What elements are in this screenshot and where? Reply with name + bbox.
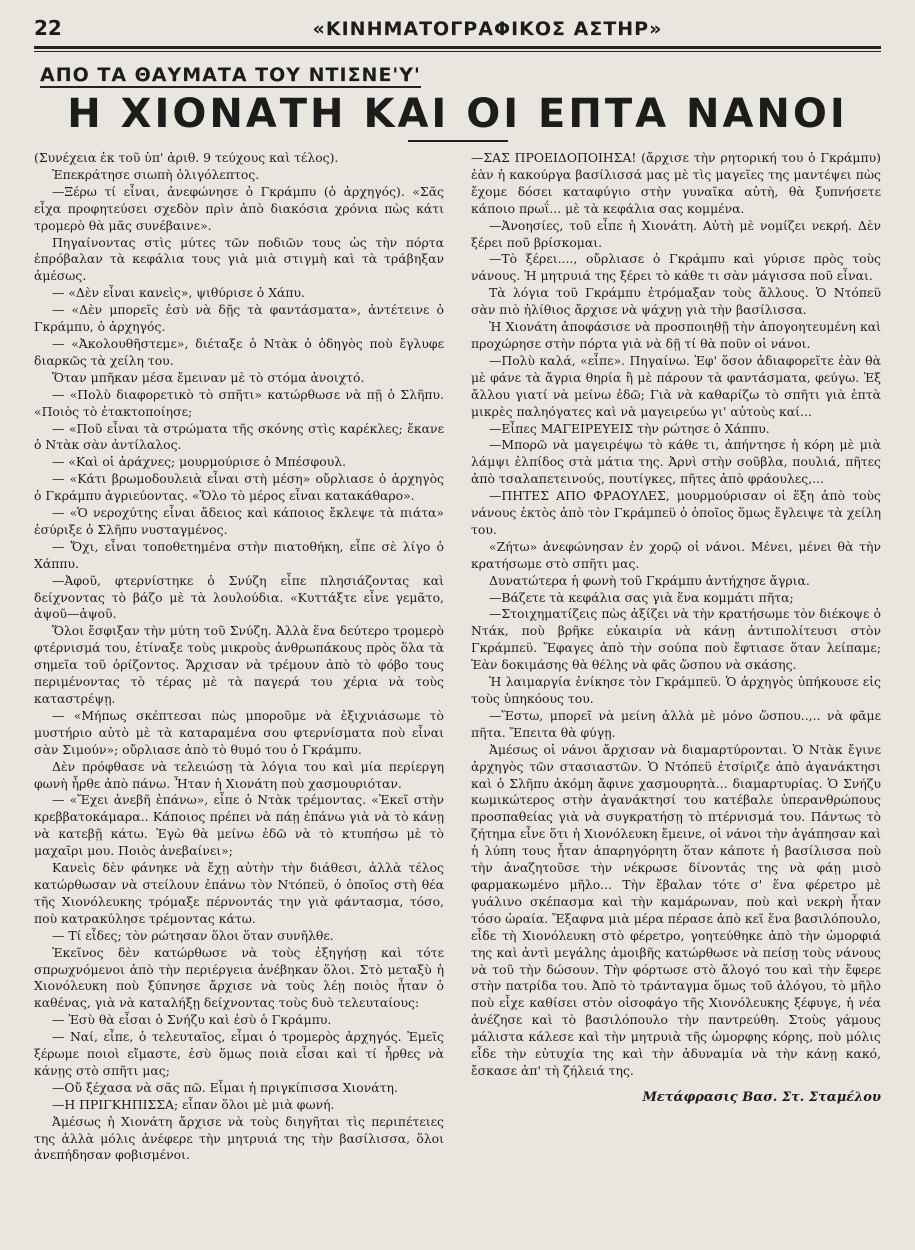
page-number: 22 [34, 16, 62, 40]
paragraph: — «Κάτι βρωμοδουλειὰ εἶναι στὴ μέση» οὔρλιασε ὁ ἀρχηγὸς ὁ Γκράμπυ ἀγριεύοντας. «Ὅλο τὸ μέρος εἶναι κατακάθαρο». [34, 471, 444, 504]
header-rule [34, 46, 881, 49]
paragraph: —Βάζετε τὰ κεφάλια σας γιὰ ἕνα κομμάτι πῆτα; [489, 589, 794, 605]
paragraph: —Ἀνοησίες, τοῦ εἶπε ἡ Χιονάτη. Αὐτὴ μὲ νομίζει νεκρή. Δὲν ξέρει ποῦ βρίσκομαι. [471, 217, 881, 250]
paragraph: (Συνέχεια ἐκ τοῦ ὑπ' ἀριθ. 9 τεύχους καὶ τέλος). [34, 150, 339, 165]
paragraph: — «Ἔχει ἀνεβῆ ἐπάνω», εἶπε ὁ Ντὰκ τρέμοντας. «Ἐκεῖ στὴν κρεββατοκάμαρα.. Κάποιος πρέπει νὰ πάῃ ἐπάνω γιὰ νὰ τὸ κάνῃ νὰ κατεβῇ κάτω. Ἐγὼ θὰ μείνω ἐδῶ νὰ τὸ κτυπήσω μὲ τὸ μαχαῖρι μου. Ποιὸς ἀνεβαίνει»; [34, 792, 444, 859]
header-rule-thin [34, 51, 881, 52]
paragraph: — Ναί, εἶπε, ὁ τελευταῖος, εἶμαι ὁ τρομερὸς ἀρχηγός. Ἐμεῖς ξέρωμε ποιοὶ εἴμαστε, ἐσὺ ὅμως ποιὰ εἶσαι καὶ τί ἦρθες νὰ κάνῃς στὸ σπῆτι μας; [34, 1029, 444, 1078]
paragraph: Πηγαίνοντας στὶς μύτες τῶν ποδιῶν τους ὡς τὴν πόρτα ἐπρόβαλαν τὰ κεφάλια τους γιὰ μιὰ στιγμὴ καὶ τὰ τράβηξαν ἀμέσως. [34, 234, 444, 284]
paragraph: — «Ποῦ εἶναι τὰ στρώματα τῆς σκόνης στὶς καρέκλες; ἔκανε ὁ Ντὰκ σὰν ἀντίλαλος. [34, 420, 444, 453]
left-column [34, 150, 444, 1164]
paragraph: — «Δὲν μπορεῖς ἐσὺ νὰ δῇς τὰ φαντάσματα», ἀντέτεινε ὁ Γκράμπυ, ὁ ἀρχηγός. [34, 302, 444, 335]
paragraph: —ΠΗΤΕΣ ΑΠΟ ΦΡΑΟΥΛΕΣ, μουρμούρισαν οἱ ἕξη ἀπὸ τοὺς νάνους ἐκτὸς ἀπὸ τὸν Γκράμπεϋ ὁ ὁποῖος ὅμως ἔγλειψε τὰ χείλη του. [471, 488, 881, 537]
paragraph: — «Δὲν εἶναι κανεὶς», ψιθύρισε ὁ Χάπυ. [52, 285, 305, 301]
paragraph: Ἀμέσως ἡ Χιονάτη ἄρχισε νὰ τοὺς διηγῆται τὶς περιπέτειες της ἀλλὰ μόλις ἀνέφερε τὴν μητρυιά της τὴν βασίλισσα, ὅλοι ἀνεπήδησαν φοβισμένοι. [34, 1113, 444, 1163]
paragraph: —Μπορῶ νὰ μαγειρέψω τὸ κάθε τι, ἀπήντησε ἡ κόρη μὲ μιὰ λάμψι ἐλπίδος στὰ μάτια της. Ἀρνὶ στὴν σοῦβλα, πουλιά, πῆτες ἀπὸ τσαλαπετεινούς, πουτίγκες, πῆτες ἀπὸ φράουλες,... [471, 437, 881, 487]
series-heading [34, 64, 881, 86]
paragraph: Ἡ λαιμαργία ἐνίκησε τὸν Γκράμπεϋ. Ὁ ἀρχηγὸς ὑπήκουσε εἰς τοὺς ὑπηκόους του. [471, 674, 881, 706]
paragraph: — «Πολὺ διαφορετικὸ τὸ σπῆτι» κατώρθωσε νὰ πῇ ὁ Σλῆπυ. «Ποιὸς τὸ ἐτακτοποίησε; [34, 386, 444, 419]
paragraph: Ἐπεκράτησε σιωπὴ ὀλιγόλεπτος. [52, 166, 260, 182]
article-title: Η ΧΙΟΝΑΤΗ ΚΑΙ ΟΙ ΕΠΤΑ ΝΑΝΟΙ [67, 91, 848, 137]
paragraph: Ὅταν μπῆκαν μέσα ἔμειναν μὲ τὸ στόμα ἀνοιχτό. [52, 369, 365, 385]
paragraph: Ὅλοι ἔσφιξαν τὴν μύτη τοῦ Σνύζη. Ἀλλὰ ἕνα δεύτερο τρομερὸ φτέρνισμά του, ἐτίναξε τοὺς μικροὺς ἀνθρωπάκους πρὸς ὅλα τὰ σημεῖα τοῦ ὁρίζοντος. Ἄρχισαν νὰ τρέμουν ἀπὸ τὸ φόβο τους περιμένοντας τὸ τέρας μὲ τὰ παγερά του χέρια νὰ τοὺς καταστρέψῃ. [34, 623, 444, 706]
paragraph: — Ἐσὺ θὰ εἶσαι ὁ Σνήζυ καὶ ἐσὺ ὁ Γκράμπυ. [52, 1012, 332, 1028]
paragraph: «Ζήτω» ἀνεφώνησαν ἐν χορῷ οἱ νάνοι. Μένει, μένει θὰ τὴν κρατήσωμε στὸ σπῆτι μας. [471, 538, 881, 571]
paragraph: — Τί εἶδες; τὸν ρώτησαν ὅλοι ὅταν συνῆλθε. [52, 927, 334, 943]
series-heading-text: ΑΠΟ ΤΑ ΘΑΥΜΑΤΑ ΤΟΥ ΝΤΙΣΝΕ'Υ' [40, 64, 421, 86]
paragraph: —ΣΑΣ ΠΡΟΕΙΔΟΠΟΙΗΣΑ! (ἄρχισε τὴν ρητορική του ὁ Γκράμπυ) ἐὰν ἡ κακούργα βασίλισσά μας μὲ τὶς μαγεῖες της μαντέψει πὼς ἔχομε δόσει καταφύγιο στὴν γυναῖκα αὐτὴ, θὰ ξυπνήσετε κάποιο πρωΐ... μὲ τὰ κεφάλια σας κομμένα. [471, 150, 881, 216]
paragraph: —Εἶπες ΜΑΓΕΙΡΕΥΕΙΣ τὴν ρώτησε ὁ Χάππυ. [489, 420, 770, 436]
paragraph: —Οὔ ξέχασα νὰ σᾶς πῶ. Εἶμαι ἡ πριγκίπισσα Χιονάτη. [52, 1079, 398, 1095]
paragraph: —Στοιχηματίζεις πὼς ἀξίζει νὰ τὴν κρατήσωμε τὸν διέκοψε ὁ Ντάκ, ποὺ βρῆκε εὐκαιρία νὰ κάνῃ ἀντιπολίτευσι στὸν Γκράμπεϋ. Ἔφαγες ἀπὸ τὴν σούπα ποὺ ἔφτιασε ὅταν λείπαμε; Ἐὰν δοκιμάσης θὰ θέλης νὰ φᾶς ὥσπου νὰ σκάσης. [471, 606, 881, 673]
paragraph: Δὲν πρόφθασε νὰ τελειώσῃ τὰ λόγια του καὶ μία περίεργη φωνὴ ἦρθε ἀπὸ πάνω. Ἦταν ἡ Χιονάτη ποὺ χασμουριόταν. [34, 758, 444, 791]
article-body [34, 150, 881, 1164]
translator-signature: Μετάφρασις Βασ. Στ. Σταμέλου [642, 1089, 881, 1105]
paragraph: — «Καὶ οἱ ἀράχνες; μουρμούρισε ὁ Μπέσφουλ. [52, 454, 347, 470]
paragraph: — Ὄχι, εἶναι τοποθετημένα στὴν πιατοθήκη, εἶπε σὲ λίγο ὁ Χάππυ. [34, 538, 444, 571]
title-rule [408, 140, 508, 142]
paragraph: — «Ἀκολουθῆστεμε», διέταξε ὁ Ντὰκ ὁ ὁδηγὸς ποὺ ἔγλυφε διαρκῶς τὰ χείλη του. [34, 335, 444, 368]
paragraph: —Ἔστω, μπορεῖ νὰ μείνη ἀλλὰ μὲ μόνο ὥσπου..,.. νὰ φᾶμε πῆτα. Ἔπειτα θὰ φύγῃ. [471, 707, 881, 740]
paragraph: —Η ΠΡΙΓΚΗΠΙΣΣΑ; εἶπαν ὅλοι μὲ μιὰ φωνή. [52, 1096, 335, 1112]
magazine-title: «ΚΙΝΗΜΑΤΟΓΡΑΦΙΚΟΣ ΑΣΤΗΡ» [312, 18, 663, 40]
page-header [34, 10, 881, 40]
paragraph: Ἀμέσως οἱ νάνοι ἄρχισαν νὰ διαμαρτύρονται. Ὁ Ντὰκ ἔγινε ἀρχηγὸς τῶν στασιαστῶν. Ὁ Ντόπεϋ ἐτσίριζε ἀπὸ ἀγανάκτησι καὶ ὁ Σλῆπυ ἀκόμη ἄφινε χασμουρητὰ... διαμαρτυρίας. Ὁ Σνήζυ κωμικώτερος στὴν ἀγανάκτησί του κατέβαλε ὑπερανθρώπους προσπαθείας γιὰ νὰ συγκρατήσῃ τὸ πτέρνισμά του. Πάντως τὸ ζήτημα εἶνε ὅτι ἡ Χιονόλευκη ἔμεινε, οἱ νάνοι τὴν ἀγάπησαν καὶ ἡ λύπη τους ἦταν ἀπαρηγόρητη ὅταν κάποτε ἡ βασίλισσα ποὺ τὴν ἀναζητοῦσε τὴν νέκρωσε δίνοντάς της νὰ φάῃ μισὸ φαρμακωμένο μῆλο... Τὴν ἔβαλαν τότε σ' ἕνα φέρετρο μὲ γυάλινο σκέπασμα καὶ τὴν καμάρωναν, ποὺ καὶ νεκρὴ ἦταν τόσο ὡραία. Ἔξαφνα μιὰ μέρα πέρασε ἀπὸ κεῖ ἕνα βασιλόπουλο, εἶδε τὴ Χιονόλευκη στὸ φέρετρο, γοητεύθηκε ἀπὸ τὴν ὠμορφιά της καὶ ἀντὶ μεγάλης ἀμοιβῆς κατώρθωσε νὰ πείσῃ τοὺς νάνους νὰ τοῦ τὴν δώσουν. Τὴν φόρτωσε στὸ ἄλογό του καὶ τὴν ἔφερε στὴν πατρίδα του. Ἀπὸ τὸ τράνταγμα ὅμως τοῦ ἀλόγου, τὸ μῆλο ποὺ εἶχε καθίσει στὸν οἰσοφάγο τῆς Χιονόλευκης ξέφυγε, ἡ νέα ἀνέζησε καὶ τὸ βασιλόπουλο τὴν παντρεύθη. Στοὺς γάμους μάλιστα κάλεσε καὶ τὴν μητρυιὰ τῆς ὡμορφης κόρης, ποὺ μόλις εἶδε τὴν εὐτυχία της καὶ τὴν ἀδυναμία νὰ τὴν κάνῃ κακό, ἔσκασε ἀπ' τὴ ζήλειά της. [471, 741, 881, 1078]
paragraph: —Τὸ ξέρει...., οὔρλιασε ὁ Γκράμπυ καὶ γύρισε πρὸς τοὺς νάνους. Ἡ μητρυιά της ξέρει τὸ κάθε τι σὰν μάγισσα ποῦ εἶναι. [471, 251, 881, 284]
paragraph: Ἐκεῖνος δὲν κατώρθωσε νὰ τοὺς ἐξηγήσῃ καὶ τότε σπρωχνόμενοι ἀπὸ τὴν περιέργεια ἀνέβηκαν ὅλοι. Στὸ μεταξὺ ἡ Χιονόλευκη ποὺ ξύπνησε ἄρχισε νὰ τοὺς λέῃ ποιὸς ἦταν ὁ καθένας, γιὰ νὰ καταλήξῃ δείχνοντας τοὺς δυὸ τελευταίους: [34, 944, 444, 1011]
paragraph: — «Μήπως σκέπτεσαι πὼς μποροῦμε νὰ ἐξιχνιάσωμε τὸ μυστήριο αὐτὸ μὲ τὰ καταραμένα σου φτερνίσματα ποὺ εἶναι σὰν Σιμούν»; οὔρλιασε ἀπὸ τὸ θυμό του ὁ Γκράμπυ. [34, 707, 444, 757]
paragraph: — «Ὁ νεροχύτης εἶναι ἄδειος καὶ κάποιος ἔκλεψε τὰ πιάτα» ἐσύριξε ὁ Σλῆπυ νυσταγμένος. [34, 505, 444, 537]
paragraph: Δυνατώτερα ἡ φωνὴ τοῦ Γκράμπυ ἀντήχησε ἄγρια. [489, 572, 810, 588]
paragraph: Τὰ λόγια τοῦ Γκράμπυ ἐτρόμαξαν τοὺς ἄλλους. Ὁ Ντόπεϋ σὰν πιὸ ἠλίθιος ἄρχισε νὰ ψάχνῃ γιὰ τὴν βασίλισσα. [471, 285, 881, 318]
right-column [471, 150, 881, 1164]
paragraph: —Ἀφοῦ, φτερνίστηκε ὁ Σνύζη εἶπε πλησιάζοντας καὶ δείχνοντας τὸ βάζο μὲ τὰ λουλούδια. «Κυττάξτε εἶνε γεμᾶτο, ἀψοῦ—ἀψοῦ. [34, 572, 444, 622]
paragraph: Κανεὶς δὲν φάνηκε νὰ ἔχῃ αὐτὴν τὴν διάθεσι, ἀλλὰ τέλος κατώρθωσαν νὰ στείλουν ἐπάνω τὸν Ντόπεϋ, ὁ ὁποῖος στὴ θέα τῆς Χιονόλευκης τρόμαξε πέρνοντάς την γιὰ φάντασμα, τόσο, ποὺ κατρακύλησε τρέμοντας κάτω. [34, 860, 444, 926]
paragraph: —Ξέρω τί εἶναι, ἀνεφώνησε ὁ Γκράμπυ (ὁ ἀρχηγός). «Σᾶς εἶχα προφητεύσει σχεδὸν πρὶν ἀπὸ διακόσια χρόνια πὼς κάτι τρομερὸ θὰ μᾶς συνέβαινε». [34, 183, 444, 233]
paragraph: —Πολὺ καλά, «εἶπε». Πηγαίνω. Ἐφ' ὅσον ἀδιαφορεῖτε ἐὰν θὰ μὲ φάνε τὰ ἄγρια θηρία ἢ μὲ πάρουν τὰ φαντάσματα, φεύγω. Ἐξ ἄλλου γιατί νὰ μείνω ἐδῶ; Γιὰ νὰ καθαρίζω τὸ σπῆτι γιὰ ἑπτὰ μικρὲς παληόγατες καὶ νὰ μαγειρεύω γι' αὐτοὺς καί... [471, 352, 881, 419]
paragraph: Ἡ Χιονάτη ἀποφάσισε νὰ προσποιηθῇ τὴν ἀπογοητευμένη καὶ προχώρησε στὴν πόρτα γιὰ νὰ δῇ τί θὰ ποῦν οἱ νάνοι. [471, 319, 881, 351]
